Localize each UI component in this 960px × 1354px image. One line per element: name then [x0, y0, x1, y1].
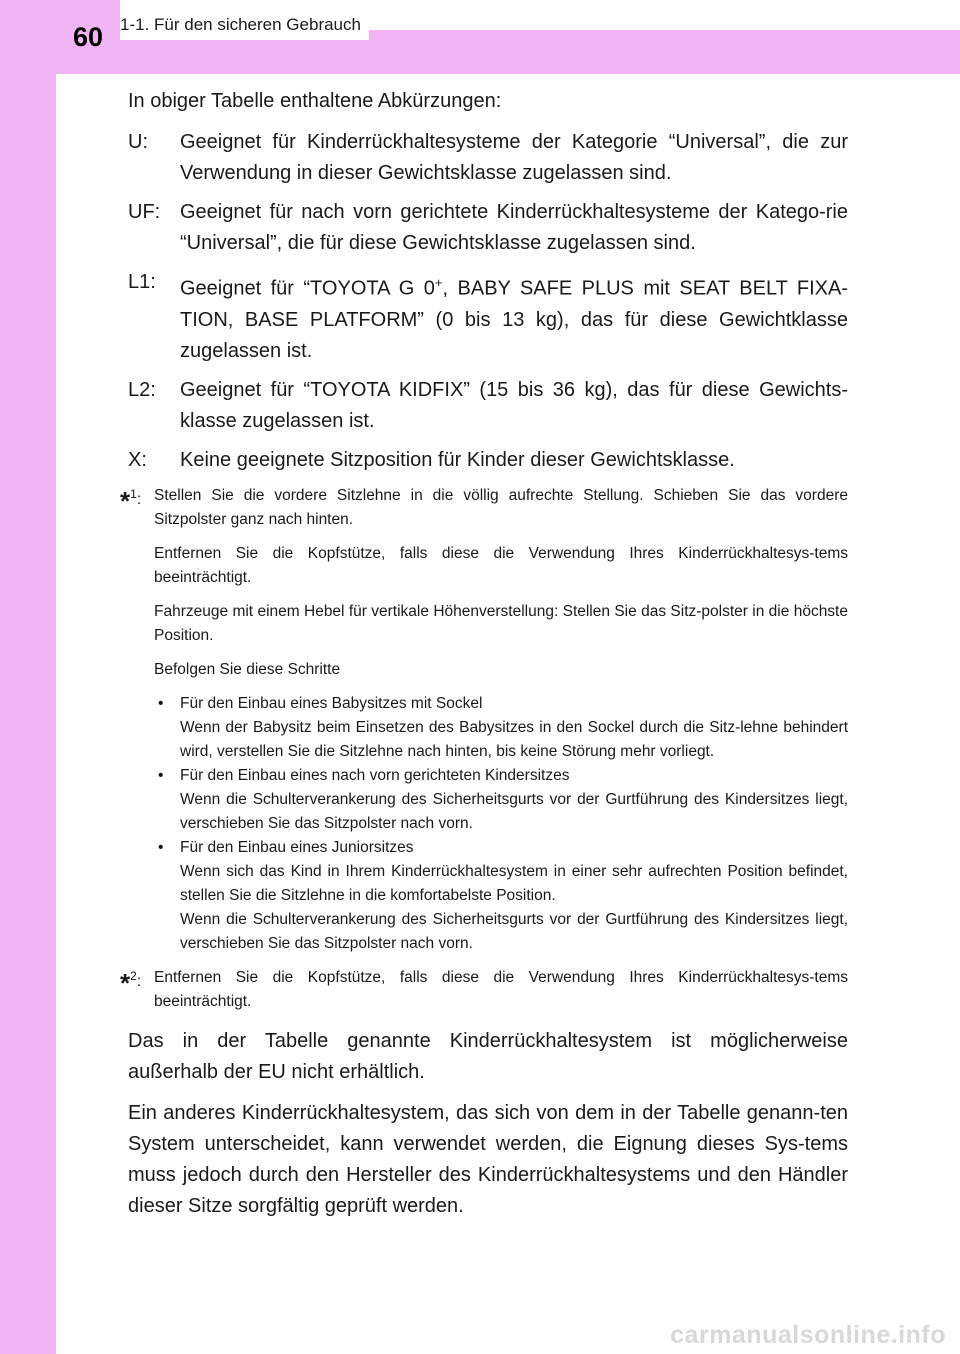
definition-text: Geeignet für nach vorn gerichtete Kinderrückhaltesysteme der Katego-rie “Universal”, die für diese Gewichtsklasse zugelassen sind. — [180, 201, 848, 254]
bullet-item — [154, 836, 848, 956]
definition-key: U: — [128, 131, 148, 153]
definition-text: Geeignet für “TOYOTA KIDFIX” (15 bis 36 kg), das für diese Gewichts-klasse zugelassen ist. — [180, 378, 848, 432]
asterisk-icon: * — [120, 485, 131, 516]
bullet-text: Wenn sich das Kind in Ihrem Kinderrückhaltesystem in einer sehr aufrechten Position befindet, stellen Sie die Sitzlehne in die komfortabelste Position. — [180, 862, 848, 904]
bullet-icon: • — [158, 694, 164, 712]
definition-x — [128, 445, 848, 476]
side-strip — [0, 0, 56, 1354]
bullet-icon: • — [158, 838, 164, 856]
footnote-marker — [120, 482, 142, 516]
definition-l1 — [128, 267, 848, 367]
footnote-2 — [120, 966, 848, 1014]
definition-key: L1: — [128, 271, 156, 293]
footnote-number: 2 — [130, 968, 137, 983]
superscript-plus: + — [434, 275, 443, 290]
bullet-text: Wenn die Schulterverankerung des Sicherheitsgurts vor der Gurtführung des Kindersitzes liegt, verschieben Sie das Sitzpolster nach vorn. — [180, 790, 848, 832]
closing-paragraph: Das in der Tabelle genannte Kinderrückhaltesystem ist möglicherweise außerhalb der EU nicht erhältlich. — [128, 1029, 848, 1083]
definition-text: Geeignet für Kinderrückhaltesysteme der Kategorie “Universal”, die zur Verwendung in dieser Gewichtsklasse zugelassen sind. — [180, 131, 848, 184]
definition-u — [128, 127, 848, 189]
footnote-1 — [120, 484, 848, 956]
bullet-icon: • — [158, 766, 164, 784]
definition-l2 — [128, 375, 848, 437]
footnote-paragraph: Stellen Sie die vordere Sitzlehne in die völlig aufrechte Stellung. Schieben Sie das vordere Sitzpolster ganz nach hinten. — [154, 486, 848, 528]
definition-text: Keine geeignete Sitzposition für Kinder dieser Gewichtsklasse. — [180, 448, 735, 471]
definition-text-part: , BABY SAFE PLUS mit SEAT BELT FIXA-TION, BASE PLATFORM” (0 bis 13 kg), das für diese Gewichtklasse zugelassen ist. — [180, 277, 849, 362]
definition-uf — [128, 197, 848, 259]
closing-paragraph: Ein anderes Kinderrückhaltesystem, das sich von dem in der Tabelle genann-ten System unterscheidet, kann verwendet werden, die Eignung dieses Sys-tems muss jedoch durch den Hersteller des Kinderrückhaltesystems und den Händler dieser Sitze sorgfältig geprüft werden. — [128, 1101, 848, 1217]
bullet-text: Wenn der Babysitz beim Einsetzen des Babysitzes in den Sockel durch die Sitz-lehne behindert wird, verstellen Sie die Sitzlehne nach hinten, bis keine Störung mehr vorliegt. — [180, 718, 848, 760]
page-content — [120, 86, 849, 1232]
asterisk-icon: * — [120, 967, 131, 998]
definition-text — [180, 267, 848, 367]
footnote-paragraph: Fahrzeuge mit einem Hebel für vertikale Höhenverstellung: Stellen Sie das Sitz-polster in die höchste Position. — [154, 602, 848, 644]
footnote-number: 1 — [130, 486, 137, 501]
definition-key: L2: — [128, 378, 156, 401]
watermark: carmanualsonline.info — [670, 1321, 946, 1349]
definition-text-part: Geeignet für “TOYOTA G 0 — [180, 277, 435, 300]
page-number: 60 — [56, 0, 120, 74]
footnote-colon: : — [136, 972, 142, 990]
section-title: 1-1. Für den sicheren Gebrauch — [120, 0, 369, 40]
footnote-paragraph: Entfernen Sie die Kopfstütze, falls diese die Verwendung Ihres Kinderrückhaltesys-tems beeinträchtigt. — [154, 544, 848, 586]
bullet-heading: Für den Einbau eines Babysitzes mit Sockel — [180, 694, 483, 712]
bullet-heading: Für den Einbau eines nach vorn gerichteten Kindersitzes — [180, 766, 570, 784]
intro-text: In obiger Tabelle enthaltene Abkürzungen: — [128, 90, 502, 112]
footnote-paragraph: Entfernen Sie die Kopfstütze, falls diese die Verwendung Ihres Kinderrückhaltesys-tems beeinträchtigt. — [154, 968, 848, 1010]
bullet-text: Wenn die Schulterverankerung des Sicherheitsgurts vor der Gurtführung des Kindersitzes liegt, verschieben Sie das Sitzpolster nach vorn. — [180, 910, 848, 952]
footnote-colon: : — [136, 490, 142, 508]
footnote-marker — [120, 964, 142, 998]
bullet-heading: Für den Einbau eines Juniorsitzes — [180, 838, 414, 856]
bullet-item — [154, 692, 848, 764]
footnote-paragraph: Befolgen Sie diese Schritte — [154, 660, 341, 678]
definition-key: X: — [128, 448, 147, 471]
definition-key: UF: — [128, 201, 161, 223]
bullet-item — [154, 764, 848, 836]
